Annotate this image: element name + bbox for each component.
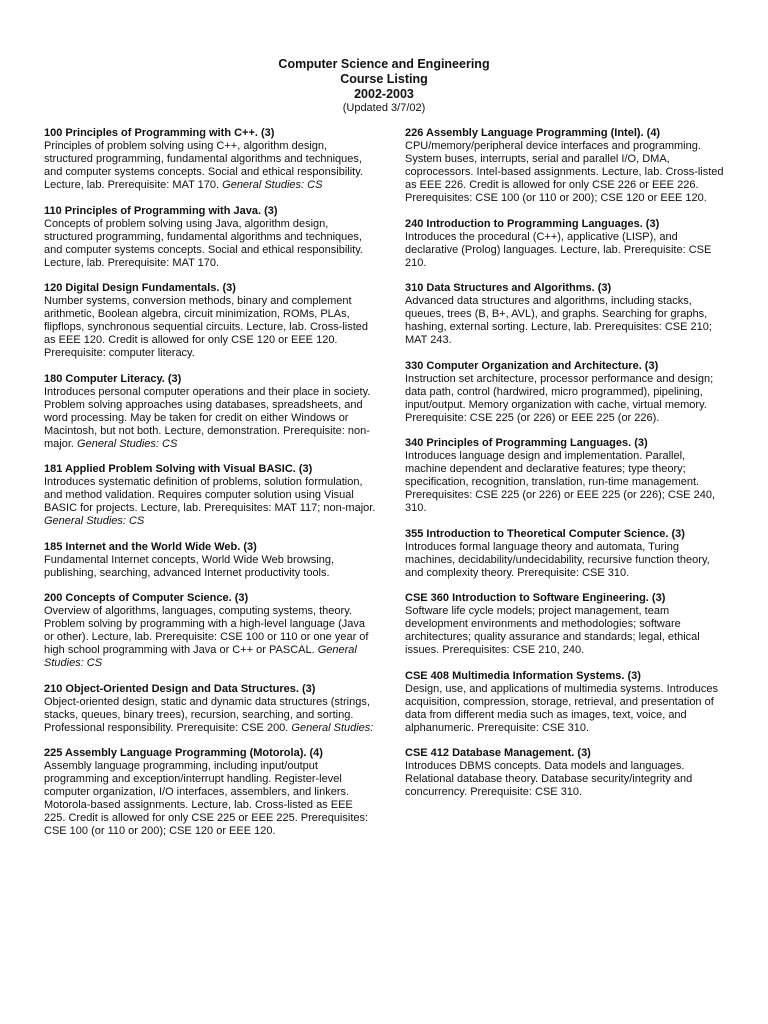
course-title: 185 Internet and the World Wide Web. (3) [44,540,257,553]
course-description-text: Overview of algorithms, languages, computing systems, theory. Problem solving by programming with a high-level language (Java or other). Lecture, lab. Prerequisite: CSE 100 or 110 or one year of high school programming with Java or C++ or PASCAL. [44,605,369,656]
right-column [405,127,725,812]
course-entry [405,127,725,205]
course-title: 200 Concepts of Computer Science. (3) [44,592,249,604]
updated-date: (Updated 3/7/02) [342,102,426,114]
course-description [44,696,376,735]
course-description [405,450,725,515]
general-studies-note: General Studies: CS [222,179,323,191]
course-entry [44,205,376,270]
course-entry [405,282,725,347]
course-description-text: Advanced data structures and algorithms, including stacks, queues, trees (B, B+, AVL), and graphs. Searching for graphs, hashing, external sorting. Lecture, lab. Prerequisites: CSE 210; MAT 243. [405,295,712,346]
course-title: 330 Computer Organization and Architecture. (3) [405,359,659,372]
course-description [405,605,725,657]
course-title: CSE 412 Database Management. (3) [405,747,591,759]
course-description-text: Introduces the procedural (C++), applicative (LISP), and declarative (Prolog) languages. Lecture, lab. Prerequisite: CSE 210. [405,230,712,269]
course-description-text: Design, use, and applications of multimedia systems. Introduces acquisition, compression, storage, retrieval, and presentation of data from different media such as images, text, voice, and alphanumeric. Prerequisite: CSE 310. [405,682,719,734]
course-description [405,231,725,270]
course-title: 181 Applied Problem Solving with Visual BASIC. (3) [44,463,313,475]
course-description-text: Number systems, conversion methods, binary and complement arithmetic, Boolean algebra, circuit minimization, ROMs, PLAs, flipflops, synchronous sequential circuits. Lecture, lab. Cross-listed as EEE 120. Credit is allowed for only CSE 120 or EEE 120. Prerequisite: computer literacy. [44,295,369,359]
course-entry [405,670,725,735]
course-description [44,554,376,580]
course-title: 225 Assembly Language Programming (Motorola). (4) [44,747,323,759]
course-entry [44,683,376,735]
course-title: 110 Principles of Programming with Java. (3) [44,204,278,217]
course-description-text: Principles of problem solving using C++, algorithm design, structured programming, fundamental algorithms and techniques, and computer systems concepts. Social and ethical responsibility. Lecture, lab. Prerequisite: MAT 170. [44,140,363,191]
left-column [44,127,376,851]
course-description-text: Instruction set architecture, processor performance and design; data path, control (hardwired, micro programmed), pipelining, input/output. Memory organization with cache, virtual memory. Prerequisite: CSE 225 (or 226) or EEE 225 (or 226). [405,372,714,424]
course-title: 210 Object-Oriented Design and Data Structures. (3) [44,682,316,695]
general-studies-note: General Studies: CS [44,515,145,527]
course-description [44,760,376,838]
course-entry [44,592,376,670]
course-description [405,541,725,580]
course-title: 100 Principles of Programming with C++. (3) [44,127,275,139]
course-description-text: Introduces language design and implementation. Parallel, machine dependent and declarative features; type theory; specification, recognition, translation, run-time management. Prerequisites: CSE 225 (or 226) or EEE 225 (or 226); CSE 240, 310. [405,450,715,514]
course-entry [405,528,725,580]
course-entry [405,360,725,425]
course-description-text: Fundamental Internet concepts, World Wide Web browsing, publishing, searching, advanced Internet productivity tools. [44,553,335,579]
department-title: Computer Science and Engineering [278,57,490,71]
course-description-text: Assembly language programming, including input/output programming and exception/interrupt handling. Register-level computer organization, I/O interfaces, assemblers, and linkers. Motorola-based assignments. Lecture, lab. Cross-listed as EEE 225. Credit is allowed for only CSE 225 or EEE 225. Prerequisites: CSE 100 (or 110 or 200); CSE 120 or EEE 120. [44,760,369,837]
course-description [405,683,725,735]
course-description-text: Introduces systematic definition of problems, solution formulation, and method validation. Requires computer solution using Visual BASIC for projects. Lecture, lab. Prerequisites: MAT 117; non-major. [44,476,376,514]
course-description-text: Introduces DBMS concepts. Data models and languages. Relational database theory. Database security/integrity and concurrency. Prerequisite: CSE 310. [405,760,693,798]
general-studies-note: General Studies: CS [44,644,357,669]
course-description [44,605,376,670]
course-entry [405,437,725,515]
course-title: 180 Computer Literacy. (3) [44,372,182,385]
course-description-text: Software life cycle models; project management, team development environments and methodologies; software architectures; quality assurance and standards; legal, ethical issues. Prerequisites: CSE 210, 240. [405,605,700,656]
listing-title: Course Listing [340,72,428,86]
academic-year: 2002-2003 [354,87,414,101]
course-entry [44,127,376,192]
course-title: 226 Assembly Language Programming (Intel). (4) [405,127,661,139]
course-description [44,295,376,360]
course-title: CSE 360 Introduction to Software Engineering. (3) [405,592,666,604]
course-entry [405,218,725,270]
course-description [405,373,725,425]
course-entry [44,282,376,360]
course-description [405,760,725,799]
course-description [405,140,725,205]
course-title: 240 Introduction to Programming Languages. (3) [405,217,660,230]
course-title: 340 Principles of Programming Languages. (3) [405,437,648,449]
course-entry [44,541,376,580]
course-title: 355 Introduction to Theoretical Computer Science. (3) [405,527,685,540]
course-description [44,476,376,528]
course-description [405,295,725,347]
course-entry [44,747,376,838]
course-description-text: Concepts of problem solving using Java, algorithm design, structured programming, fundamental algorithms and techniques, and computer systems concepts. Social and ethical responsibility. Lecture, lab. Prerequisite: MAT 170. [44,217,363,269]
course-entry [405,747,725,799]
course-description-text: CPU/memory/peripheral device interfaces and programming. System buses, interrupts, serial and parallel I/O, DMA, coprocessors. Intel-based assignments. Lecture, lab. Cross-listed as EEE 226. Credit is allowed for only CSE 226 or EEE 226. Prerequisites: CSE 100 (or 110 or 200); CSE 120 or EEE 120. [405,140,724,204]
course-description-text: Object-oriented design, static and dynamic data structures (strings, stacks, queues, binary trees), recursion, searching, and sorting. Professional responsibility. Prerequisite: CSE 200. [44,695,370,734]
document-header [0,57,768,115]
course-entry [405,592,725,657]
course-title: 310 Data Structures and Algorithms. (3) [405,282,612,294]
general-studies-note: General Studies: CS [77,437,178,450]
course-description [44,218,376,270]
course-title: CSE 408 Multimedia Information Systems. (3) [405,669,641,682]
course-entry [44,463,376,528]
course-entry [44,373,376,451]
course-description-text: Introduces formal language theory and automata, Turing machines, decidability/undecidability, recursive function theory, and complexity theory. Prerequisite: CSE 310. [405,540,710,579]
course-title: 120 Digital Design Fundamentals. (3) [44,282,236,294]
course-description-text: Introduces personal computer operations and their place in society. Problem solving approaches using databases, spreadsheets, and word processing. May be taken for credit on either Windows or Macintosh, but not both. Lecture, demonstration. Prerequisite: non-major. [44,385,371,450]
general-studies-note: General Studies: [291,721,374,734]
course-description [44,140,376,192]
course-description [44,386,376,451]
